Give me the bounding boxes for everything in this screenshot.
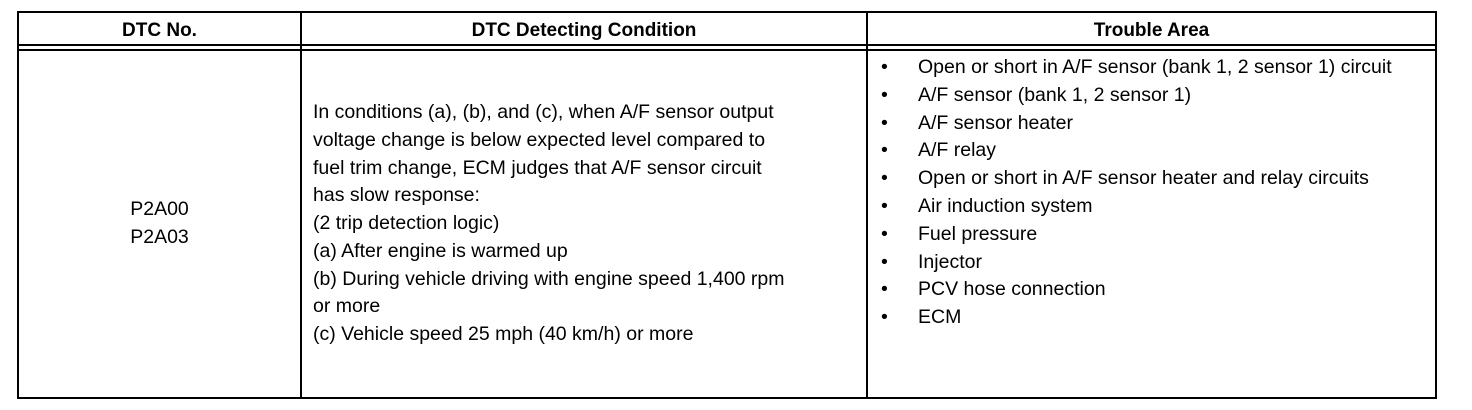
trouble-area-text: A/F relay — [918, 139, 997, 162]
dtc-table — [17, 11, 1437, 399]
table-header-row — [18, 12, 1436, 50]
list-item — [868, 304, 1435, 332]
bullet-icon: • — [881, 139, 888, 162]
trouble-area-text: A/F sensor heater — [918, 111, 1073, 134]
dtc-code: P2A00 — [130, 198, 189, 221]
condition-line: (c) Vehicle speed 25 mph (40 km/h) or more — [313, 323, 694, 346]
condition-line: (b) During vehicle driving with engine speed 1,400 rpm — [313, 267, 785, 290]
trouble-area-text: A/F sensor (bank 1, 2 sensor 1) — [918, 83, 1192, 106]
list-item — [868, 276, 1435, 304]
trouble-area-text: ECM — [918, 306, 962, 329]
trouble-area-text: Open or short in A/F sensor (bank 1, 2 sensor 1) circuit — [918, 56, 1392, 78]
condition-line: fuel trim change, ECM judges that A/F sensor circuit — [313, 156, 762, 179]
trouble-area-text: Injector — [918, 250, 982, 273]
bullet-icon: • — [881, 306, 888, 329]
condition-line: (2 trip detection logic) — [313, 212, 500, 235]
header-trouble-area: Trouble Area — [867, 12, 1436, 50]
bullet-icon: • — [881, 167, 888, 190]
condition-line: (a) After engine is warmed up — [313, 239, 568, 262]
trouble-area-list — [868, 54, 1435, 332]
list-item — [868, 110, 1435, 138]
header-detecting-condition: DTC Detecting Condition — [301, 12, 867, 50]
dtc-code: P2A03 — [130, 226, 189, 248]
list-item — [868, 193, 1435, 221]
trouble-area-cell — [867, 50, 1436, 398]
condition-line: or more — [313, 295, 381, 318]
condition-line: In conditions (a), (b), and (c), when A/F sensor output — [313, 100, 774, 123]
list-item — [868, 165, 1435, 193]
bullet-icon: • — [881, 278, 888, 301]
header-dtc-no: DTC No. — [18, 12, 301, 50]
condition-line: voltage change is below expected level compared to — [313, 128, 766, 151]
bullet-icon: • — [881, 111, 888, 134]
condition-line: has slow response: — [313, 184, 480, 207]
list-item — [868, 221, 1435, 249]
bullet-icon: • — [881, 194, 888, 217]
bullet-icon: • — [881, 56, 888, 78]
trouble-area-text: Air induction system — [918, 194, 1093, 217]
dtc-code-cell — [18, 50, 301, 398]
trouble-area-text: Open or short in A/F sensor heater and relay circuits — [918, 167, 1369, 190]
list-item — [868, 137, 1435, 165]
bullet-icon: • — [881, 83, 888, 106]
detecting-condition-cell — [301, 50, 867, 398]
trouble-area-text: Fuel pressure — [918, 222, 1038, 245]
bullet-icon: • — [881, 222, 888, 245]
bullet-icon: • — [881, 250, 888, 273]
trouble-area-text: PCV hose connection — [918, 278, 1106, 301]
list-item — [868, 82, 1435, 110]
table-row — [18, 50, 1436, 398]
list-item — [868, 54, 1435, 82]
list-item — [868, 249, 1435, 277]
